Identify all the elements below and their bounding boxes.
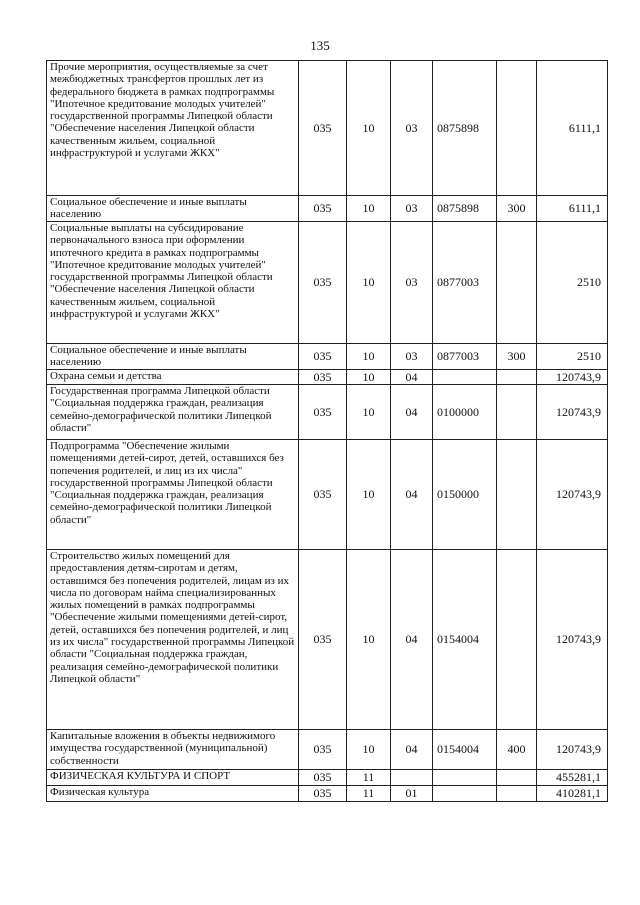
row-vr: 300 — [497, 344, 537, 370]
row-gr: 035 — [299, 730, 347, 770]
row-gr: 035 — [299, 61, 347, 196]
row-gr: 035 — [299, 344, 347, 370]
row-cs — [433, 786, 497, 802]
budget-table — [46, 60, 608, 802]
row-pr: 01 — [391, 786, 433, 802]
row-sum: 2510 — [537, 222, 608, 344]
row-cs: 0150000 — [433, 440, 497, 550]
row-pr — [391, 770, 433, 786]
row-vr — [497, 770, 537, 786]
row-name: Физическая культура — [47, 786, 299, 802]
row-pr: 03 — [391, 61, 433, 196]
row-sum: 120743,9 — [537, 550, 608, 730]
row-vr — [497, 370, 537, 385]
table-row — [47, 786, 608, 802]
budget-table-body — [47, 61, 608, 802]
row-cs — [433, 770, 497, 786]
row-vr — [497, 385, 537, 440]
row-pr: 04 — [391, 370, 433, 385]
row-rz: 10 — [347, 61, 391, 196]
table-row — [47, 61, 608, 196]
row-vr: 400 — [497, 730, 537, 770]
row-sum: 120743,9 — [537, 730, 608, 770]
row-cs: 0877003 — [433, 344, 497, 370]
row-name: Подпрограмма "Обеспечение жилыми помещениями детей-сирот, детей, оставшихся без попечения родителей, и лиц из их числа" государственной программы Липецкой области "Социальная поддержка граждан, реализация семейно-демографической политики Липецкой области" — [47, 440, 299, 550]
row-sum: 6111,1 — [537, 61, 608, 196]
row-pr: 03 — [391, 196, 433, 222]
row-rz: 10 — [347, 730, 391, 770]
row-rz: 11 — [347, 786, 391, 802]
row-name: Социальное обеспечение и иные выплаты населению — [47, 344, 299, 370]
table-row — [47, 550, 608, 730]
row-cs: 0875898 — [433, 196, 497, 222]
row-name: Социальное обеспечение и иные выплаты населению — [47, 196, 299, 222]
row-name: ФИЗИЧЕСКАЯ КУЛЬТУРА И СПОРТ — [47, 770, 299, 786]
table-row — [47, 730, 608, 770]
row-gr: 035 — [299, 370, 347, 385]
table-row — [47, 385, 608, 440]
row-rz: 10 — [347, 344, 391, 370]
row-gr: 035 — [299, 440, 347, 550]
row-vr — [497, 440, 537, 550]
row-rz: 10 — [347, 440, 391, 550]
row-vr — [497, 550, 537, 730]
row-cs: 0875898 — [433, 61, 497, 196]
row-rz: 10 — [347, 196, 391, 222]
row-gr: 035 — [299, 550, 347, 730]
table-row — [47, 344, 608, 370]
row-vr — [497, 61, 537, 196]
row-vr — [497, 222, 537, 344]
row-sum: 410281,1 — [537, 786, 608, 802]
page-number: 135 — [310, 38, 330, 53]
row-name: Капитальные вложения в объекты недвижимого имущества государственной (муниципальной) собственности — [47, 730, 299, 770]
table-row — [47, 370, 608, 385]
row-gr: 035 — [299, 770, 347, 786]
row-rz: 10 — [347, 550, 391, 730]
row-cs: 0154004 — [433, 730, 497, 770]
row-pr: 03 — [391, 222, 433, 344]
row-sum: 120743,9 — [537, 385, 608, 440]
row-gr: 035 — [299, 385, 347, 440]
row-pr: 04 — [391, 550, 433, 730]
row-gr: 035 — [299, 222, 347, 344]
row-cs: 0100000 — [433, 385, 497, 440]
row-rz: 11 — [347, 770, 391, 786]
row-vr — [497, 786, 537, 802]
row-sum: 455281,1 — [537, 770, 608, 786]
row-sum: 120743,9 — [537, 440, 608, 550]
row-cs — [433, 370, 497, 385]
row-rz: 10 — [347, 385, 391, 440]
row-name: Государственная программа Липецкой области "Социальная поддержка граждан, реализация семейно-демографической политики Липецкой области" — [47, 385, 299, 440]
row-pr: 04 — [391, 440, 433, 550]
row-name: Социальные выплаты на субсидирование первоначального взноса при оформлении ипотечного кредита в рамках подпрограммы "Ипотечное кредитование молодых учителей" государственной программы Липецкой области "Обеспечение населения Липецкой области качественным жильем, социальной инфраструктурой и услугами ЖКХ" — [47, 222, 299, 344]
row-gr: 035 — [299, 786, 347, 802]
row-sum: 120743,9 — [537, 370, 608, 385]
row-rz: 10 — [347, 222, 391, 344]
row-pr: 03 — [391, 344, 433, 370]
table-row — [47, 222, 608, 344]
table-row — [47, 196, 608, 222]
row-gr: 035 — [299, 196, 347, 222]
row-name: Строительство жилых помещений для предоставления детям-сиротам и детям, оставшимся без попечения родителей, лицам из их числа по договорам найма специализированных жилых помещений в рамках подпрограммы "Обеспечение жилыми помещениями детей-сирот, детей, оставшихся без попечения родителей, и лиц из их числа" государственной программы Липецкой области "Социальная поддержка граждан, реализация семейно-демографической политики Липецкой области" — [47, 550, 299, 730]
row-sum: 6111,1 — [537, 196, 608, 222]
row-sum: 2510 — [537, 344, 608, 370]
row-name: Прочие мероприятия, осуществляемые за счет межбюджетных трансфертов прошлых лет из федерального бюджета в рамках подпрограммы "Ипотечное кредитование молодых учителей" государственной программы Липецкой области "Обеспечение населения Липецкой области качественным жильем, социальной инфраструктурой и услугами ЖКХ" — [47, 61, 299, 196]
table-row — [47, 440, 608, 550]
row-pr: 04 — [391, 730, 433, 770]
table-row — [47, 770, 608, 786]
row-cs: 0877003 — [433, 222, 497, 344]
row-pr: 04 — [391, 385, 433, 440]
row-cs: 0154004 — [433, 550, 497, 730]
row-vr: 300 — [497, 196, 537, 222]
row-name: Охрана семьи и детства — [47, 370, 299, 385]
row-rz: 10 — [347, 370, 391, 385]
